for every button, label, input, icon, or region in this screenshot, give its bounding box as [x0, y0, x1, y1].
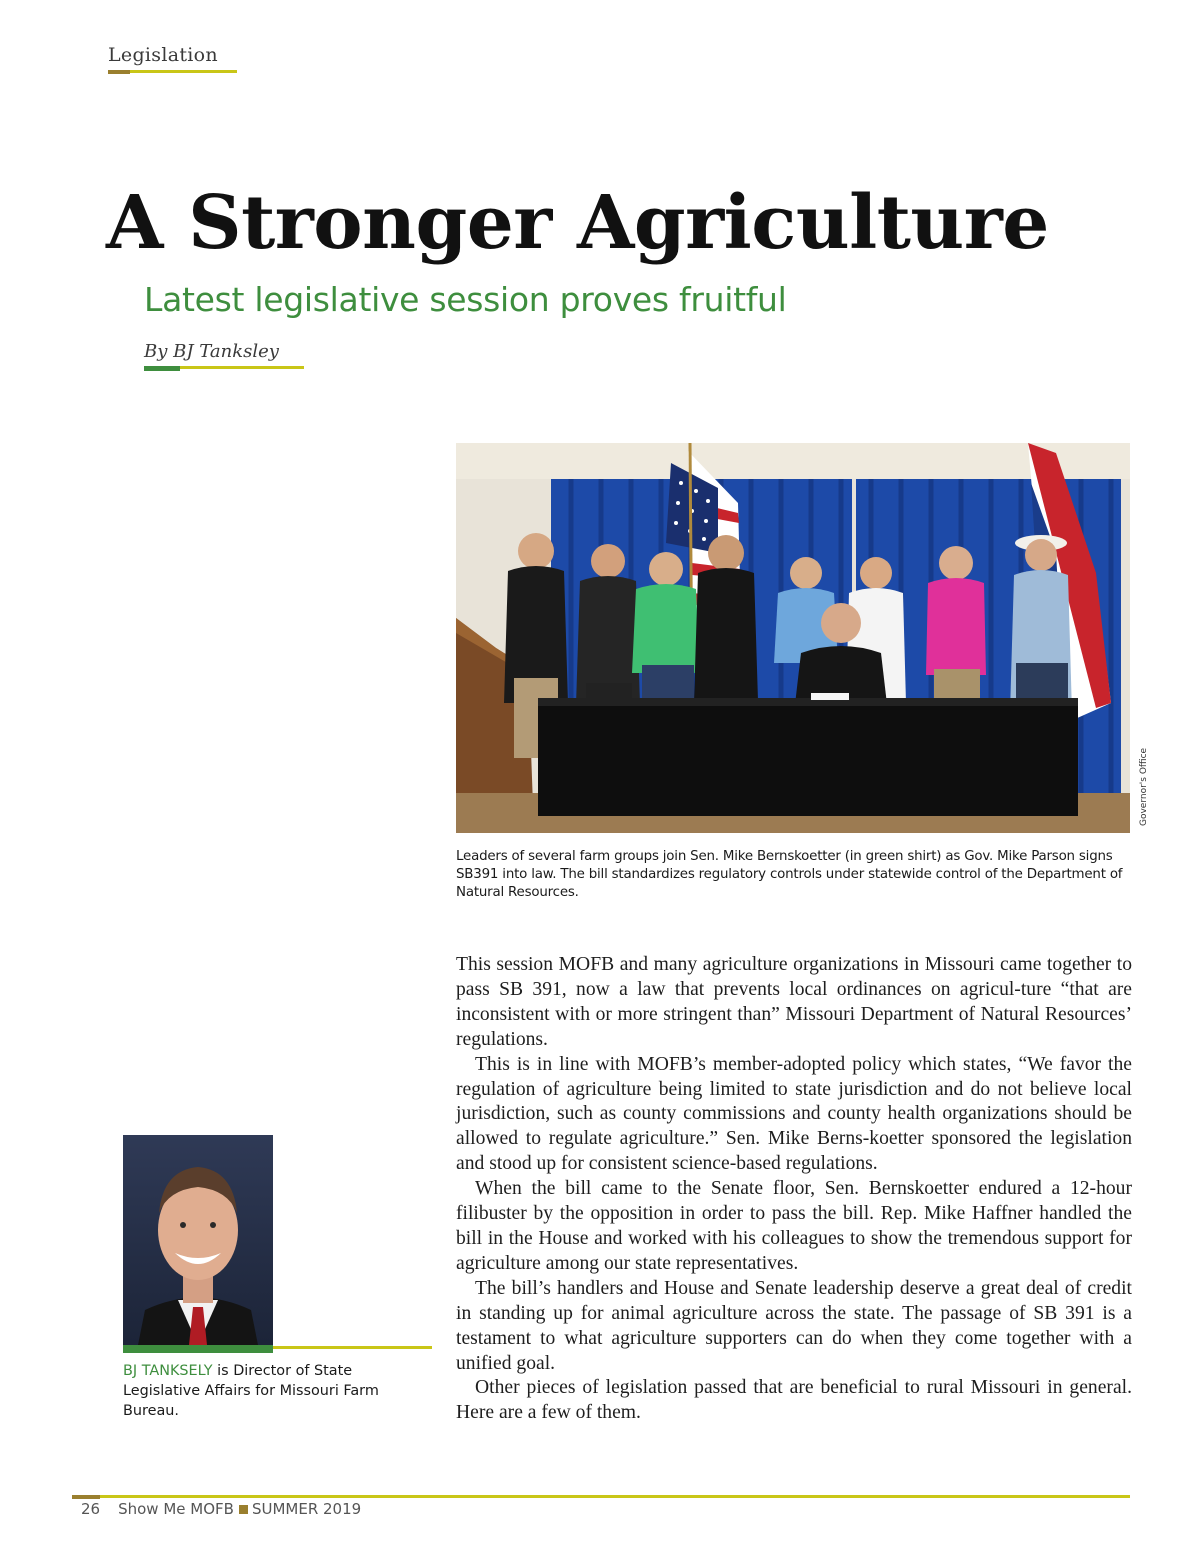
footer-rule-gold [72, 1495, 100, 1499]
author-headshot [123, 1135, 273, 1345]
body-paragraph: When the bill came to the Senate floor, Sen. Bernskoetter endured a 12-hour filibuster by the opposition in order to pass the bill. Rep. Mike Haffner handled the bill in the House and worked with his colleagues to show the tremendous support for agriculture among our state representatives. [456, 1178, 1132, 1274]
body-paragraph: Other pieces of legislation passed that are beneficial to rural Missouri in general. Here are a few of them. [456, 1377, 1132, 1424]
article-title: A Stronger Agriculture [106, 180, 1049, 266]
body-paragraph: This is in line with MOFB’s member-adopted policy which states, “We favor the regulation of agriculture being limited to state jurisdiction and do not believe local jurisdiction, such as county commissions and county health organizations should be allowed to regulate agriculture.” Sen. Mike Berns-koetter sponsored the legislation and stood up for consistent science-based regulations. [456, 1053, 1132, 1175]
bill-signing-photo [456, 443, 1130, 833]
body-paragraph: This session MOFB and many agriculture organizations in Missouri came together to pass SB 391, now a law that prevents local ordinances on agricul-ture “that are inconsistent with or more stringent than” Missouri Department of Natural Resources’ regulations. [456, 954, 1132, 1050]
article-subtitle: Latest legislative session proves fruitful [144, 280, 787, 319]
footer-rule-yellow [100, 1495, 1130, 1498]
photo-caption: Leaders of several farm groups join Sen. Mike Bernskoetter (in green shirt) as Gov. Mike Parson signs SB391 into law. The bill standardizes regulatory controls under statewide control of the Department of Natural Resources. [456, 849, 1123, 900]
section-rule-yellow [130, 70, 237, 73]
bio-name: BJ TANKSELY [123, 1363, 213, 1379]
byline: By BJ Tanksley [144, 341, 279, 362]
issue-label: SUMMER 2019 [251, 1500, 362, 1518]
footer [81, 1500, 361, 1518]
section-rule-gold [108, 70, 130, 74]
page-number: 26 [81, 1500, 101, 1518]
bio-rule-green [123, 1345, 273, 1353]
author-bio [123, 1361, 383, 1421]
byline-rule-green [144, 366, 180, 371]
byline-rule-yellow [180, 366, 304, 369]
square-bullet-icon [239, 1505, 248, 1514]
publication-name: Show Me MOFB [118, 1500, 234, 1518]
article-body [456, 953, 1132, 1426]
bio-text: is Director of State Legislative Affairs for Missouri Farm Bureau. [123, 1363, 379, 1419]
section-label: Legislation [108, 44, 218, 66]
bio-rule-yellow [273, 1346, 432, 1349]
body-paragraph: The bill’s handlers and House and Senate leadership deserve a great deal of credit in standing up for animal agriculture across the state. The passage of SB 391 is a testament to what agriculture supporters can do when they come together with a unified goal. [456, 1277, 1132, 1374]
photo-credit: Governor's Office [1139, 747, 1149, 826]
